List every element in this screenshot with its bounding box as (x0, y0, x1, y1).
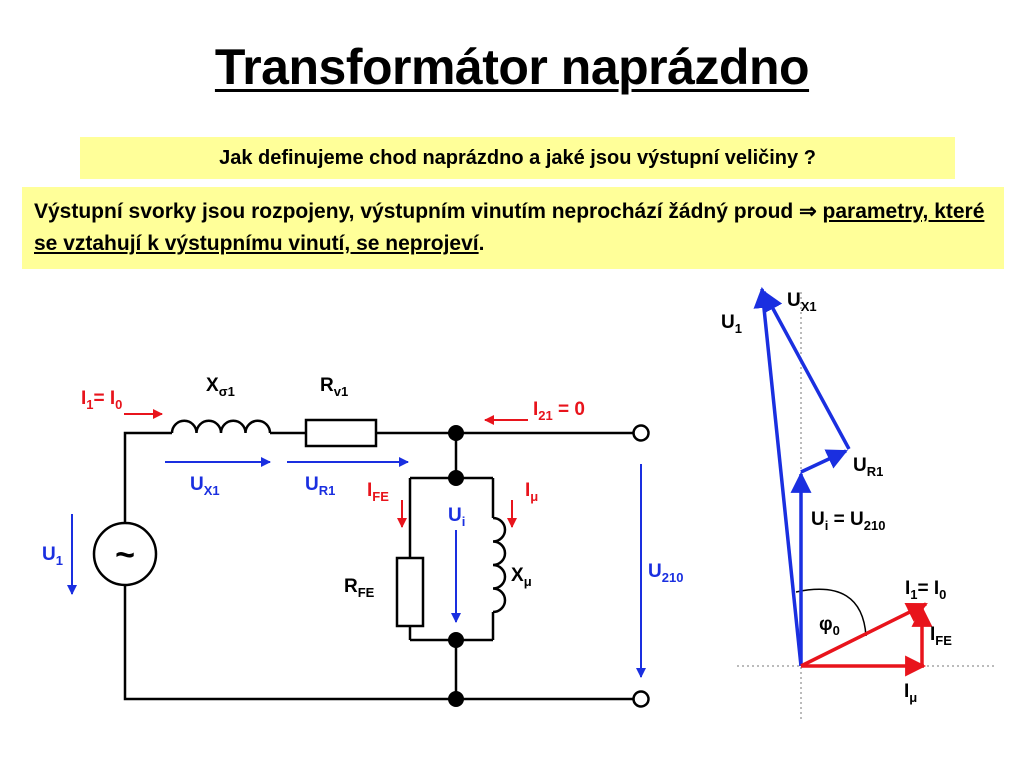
label-xmu: $X_\mu$ (511, 565, 532, 589)
answer-end: . (478, 232, 485, 255)
implies-arrow: ⇒ (799, 200, 817, 223)
label-i21: $I_{21} = 0$ (533, 399, 585, 423)
phasor-label-ur1: $U_{R1}$ (853, 455, 884, 479)
series-inductor (172, 421, 270, 433)
source-symbol: ~ (115, 536, 135, 574)
label-ife: $I_{FE}$ (367, 480, 389, 504)
phasor-diagram (721, 289, 995, 722)
rfe-resistor (397, 558, 423, 626)
label-xs1: $X_{\sigma 1}$ (206, 375, 235, 399)
question-text: Jak definujeme chod naprázdno a jaké jsou výstupní veličiny ? (219, 147, 816, 169)
node-bottom (448, 691, 464, 707)
wire-left-bottom (125, 580, 634, 699)
label-ur1: $U_{R1}$ (305, 474, 336, 498)
answer-text: Výstupní svorky jsou rozpojeny, výstupním vinutím neprochází žádný proud (34, 200, 794, 223)
wire-left-top (125, 433, 172, 528)
phasor-label-imu: $I_\mu$ (904, 681, 918, 705)
phasor-label-u1: $U_1$ (721, 312, 742, 336)
phasor-label-phi0: $\varphi_0$ (819, 614, 840, 638)
xmu-inductor (493, 518, 505, 612)
phasor-label-ife: $I_{FE}$ (930, 624, 952, 648)
label-u210: $U_{210}$ (648, 561, 684, 585)
phasor-label-ui: $U_i = U_{210}$ (811, 509, 886, 533)
phasor-label-ux1: $U_{X1}$ (787, 290, 817, 314)
label-rfe: $R_{FE}$ (344, 576, 375, 600)
phasor-u1 (762, 289, 801, 666)
phasor-label-i1: $I_1= I_0$ (905, 578, 947, 602)
terminal-top (634, 426, 649, 441)
label-rv1: $R_{v1}$ (320, 375, 349, 399)
page-title: Transformátor naprázdno (214, 39, 810, 95)
series-resistor (306, 420, 376, 446)
label-ui: $U_i$ (448, 505, 466, 529)
node-top (448, 425, 464, 441)
answer-underlined-text: parametry, které se vztahují k výstupnímu vinutí, se neprojeví (34, 200, 985, 255)
circuit-wires (125, 433, 634, 699)
terminal-bottom (634, 692, 649, 707)
node-branch-top (448, 470, 464, 486)
circuit-arrows (72, 414, 641, 677)
label-i1: $I_1= I_0$ (81, 388, 123, 412)
label-ux1: $U_{X1}$ (190, 474, 220, 498)
label-u1: $U_1$ (42, 544, 63, 568)
node-branch-bottom (448, 632, 464, 648)
phasor-ur1 (801, 451, 846, 472)
label-imu: $I_\mu$ (525, 480, 539, 504)
